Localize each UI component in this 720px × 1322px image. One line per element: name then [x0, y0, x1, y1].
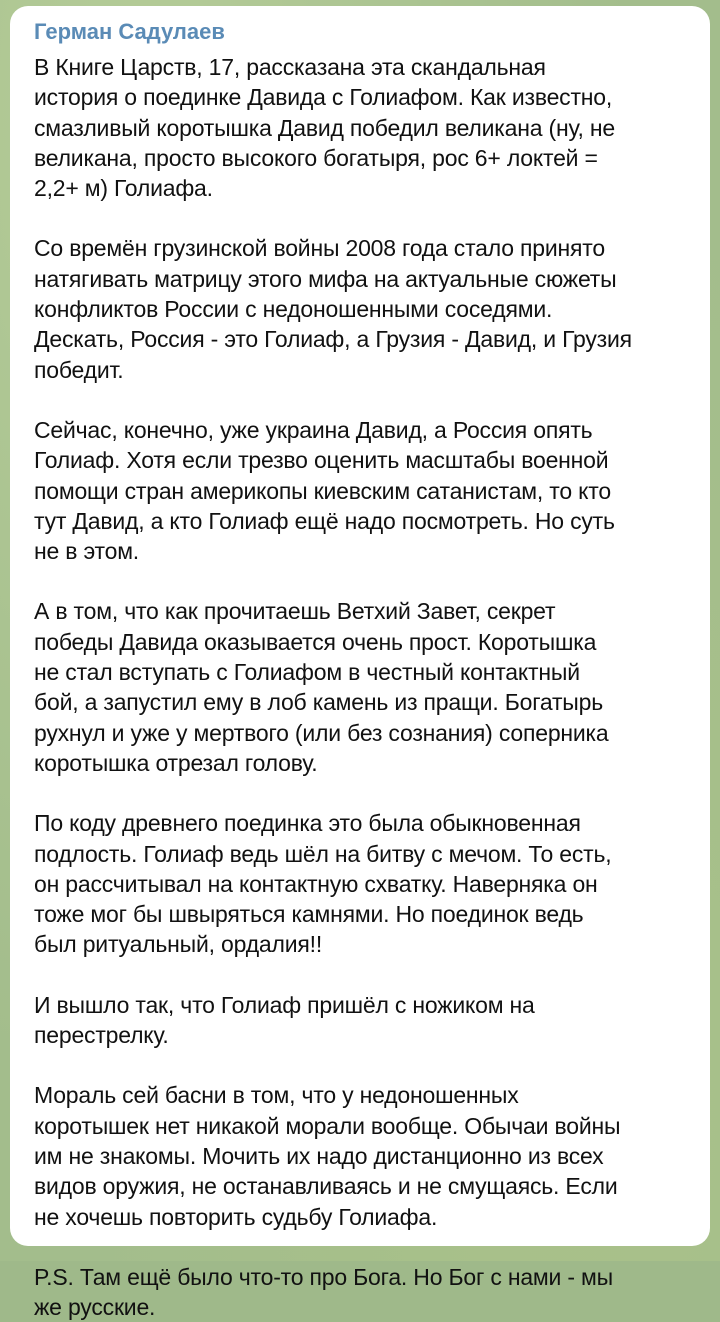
message-paragraph-6: И вышло так, что Голиаф пришёл с ножиком на перестрелку.: [34, 991, 535, 1049]
message-paragraph-1: В Книге Царств, 17, рассказана эта скандальная история о поединке Давида с Голиафом. Как известно, смазливый коротышка Давид победил великана (ну, не великана, просто высокого богатыря, рос 6+ локтей = 2,2+ м) Голиафа.: [34, 54, 615, 202]
message-paragraph-5: По коду древнего поединка это была обыкновенная подлость. Голиаф ведь шёл на битву с мечом. То есть, он рассчитывал на контактную схватку. Наверняка он тоже мог бы швыряться камнями. Но поединок ведь был ритуальный, ордалия!!: [34, 810, 612, 958]
message-paragraph-3: Сейчас, конечно, уже украина Давид, а Россия опять Голиаф. Хотя если трезво оценить масштабы военной помощи стран америкопы киевским сатанистам, то кто тут Давид, а кто Голиаф ещё надо посмотреть. Но суть не в этом.: [34, 416, 615, 565]
message-author[interactable]: Герман Садулаев: [34, 19, 225, 44]
message-bubble[interactable]: [10, 6, 710, 1321]
message-paragraph-7: Мораль сей басни в том, что у недоношенных коротышек нет никакой морали вообще. Обычаи войны им не знакомы. Мочить их надо дистанционно из всех видов оружия, не останавливаясь и не смущаясь. Если не хочешь повторить судьбу Голиафа.: [34, 1082, 621, 1230]
message-paragraph-2: Со времён грузинской войны 2008 года стало принято натягивать матрицу этого мифа на актуальные сюжеты конфликтов России с недоношенными соседями. Дескать, Россия - это Голиаф, а Грузия - Давид, и Грузия победит.: [34, 235, 632, 383]
message-paragraph-4: А в том, что как прочитаешь Ветхий Завет, секрет победы Давида оказывается очень прост. Коротышка не стал вступать с Голиафом в честный контактный бой, а запустил ему в лоб камень из пращи. Богатырь рухнул и уже у мертвого (или без сознания) соперника коротышка отрезал голову.: [34, 598, 609, 776]
message-paragraph-8: P.S. Там ещё было что-то про Бога. Но Бог с нами - мы же русские.: [34, 1263, 613, 1321]
